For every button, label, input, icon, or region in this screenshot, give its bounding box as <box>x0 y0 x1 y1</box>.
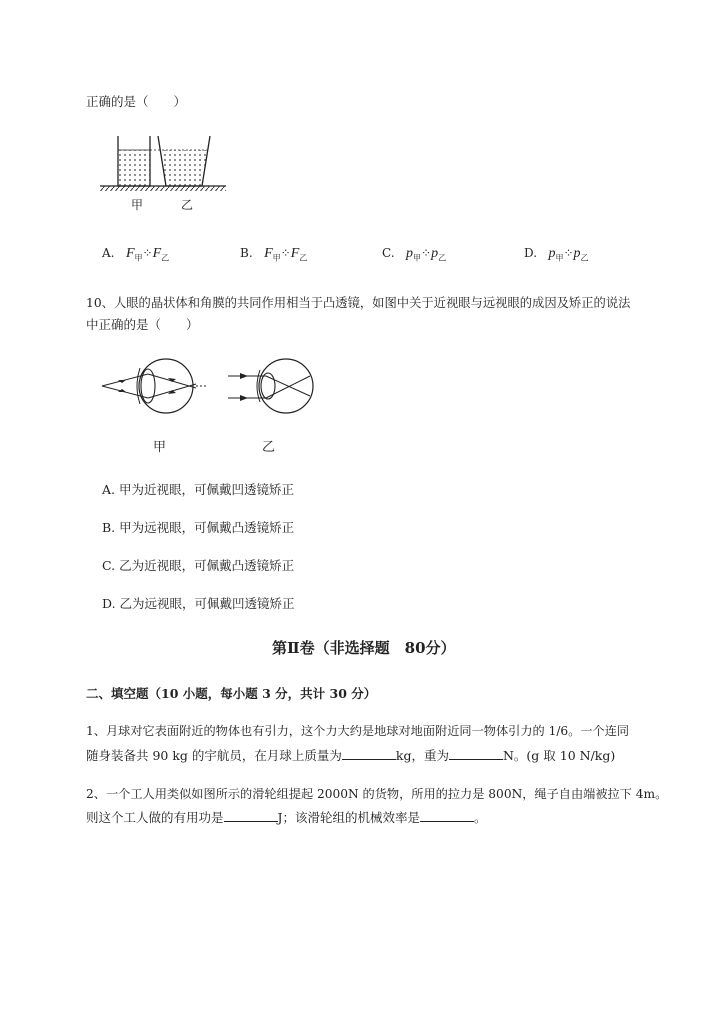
q10-option-c[interactable]: C. 乙为近视眼，可佩戴凸透镜矫正 <box>102 558 295 573</box>
eye-label-yi: 乙 <box>262 440 276 455</box>
fig-label-yi: 乙 <box>181 198 194 212</box>
fill1-blank-weight[interactable] <box>449 747 503 760</box>
container-yi <box>161 150 207 186</box>
eye-yi <box>228 359 313 413</box>
fill2-blank-efficiency[interactable] <box>420 809 474 822</box>
fill1-line1: 1、月球对它表面附近的物体也有引力，这个力大约是地球对地面附近同一物体引力的 1/6。一个连同 <box>86 724 630 738</box>
q9-option-c[interactable]: C. $p_甲⁘p_乙$ <box>382 246 447 263</box>
eyes-figure <box>96 354 318 420</box>
q9-option-a[interactable]: A. $F_甲⁘F_乙$ <box>102 246 170 263</box>
section-heading: 二、填空题（10 小题，每小题 3 分，共计 30 分） <box>86 686 377 701</box>
fill2-line1: 2、一个工人用类似如图所示的滑轮组提起 2000N 的货物，所用的拉力是 800N，绳子自由端被拉下 4m。 <box>86 787 668 801</box>
fill2-line2: 则这个工人做的有用功是 J；该滑轮组的机械效率是 。 <box>86 810 487 825</box>
fig-label-jia: 甲 <box>131 198 144 212</box>
part2-title: 第Ⅱ卷（非选择题 80分） <box>272 639 456 657</box>
eye-label-jia: 甲 <box>153 440 167 455</box>
q9-question-tail: 正确的是（ ） <box>86 94 187 109</box>
container-jia <box>118 150 150 186</box>
q10-option-d[interactable]: D. 乙为远视眼，可佩戴凹透镜矫正 <box>102 596 295 611</box>
q10-stem-line1: 10、人眼的晶状体和角膜的共同作用相当于凸透镜，如图中关于近视眼与远视眼的成因及矫正的说法 <box>86 296 631 310</box>
q10-option-b[interactable]: B. 甲为远视眼，可佩戴凸透镜矫正 <box>102 520 295 535</box>
containers-figure <box>98 128 228 194</box>
q9-option-b[interactable]: B. $F_甲⁘F_乙$ <box>240 246 308 263</box>
q10-stem-line2: 中正确的是（ ） <box>86 317 199 332</box>
q9-option-d[interactable]: D. $p_甲⁘p_乙$ <box>524 246 589 263</box>
fill1-blank-mass[interactable] <box>342 747 396 760</box>
q10-option-a[interactable]: A. 甲为近视眼，可佩戴凹透镜矫正 <box>102 482 294 497</box>
fill2-blank-work[interactable] <box>224 809 278 822</box>
fill1-line2: 随身装备共 90 kg 的宇航员，在月球上质量为 kg，重为 N。(g 取 10 N/kg) <box>86 748 616 763</box>
eye-jia <box>102 359 206 413</box>
